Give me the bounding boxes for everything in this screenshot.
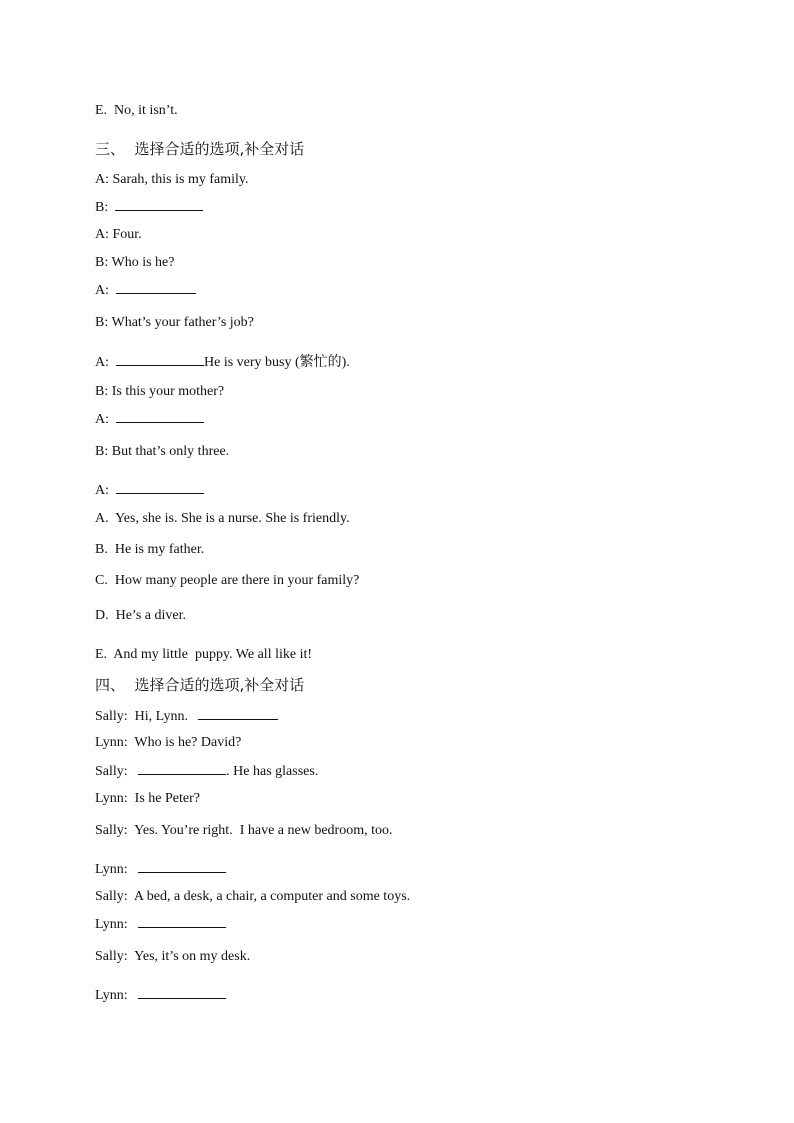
dialog-line: Lynn: Is he Peter? — [95, 791, 200, 806]
answer-blank[interactable] — [116, 410, 204, 423]
section-heading-4: 四、 选择合适的选项,补全对话 — [95, 676, 305, 694]
option-a: A. Yes, she is. She is a nurse. She is friendly. — [95, 511, 350, 526]
section-heading-3: 三、 选择合适的选项,补全对话 — [95, 140, 305, 158]
answer-blank[interactable] — [138, 762, 226, 775]
dialog-line-blank: Lynn: — [95, 986, 226, 1005]
answer-blank[interactable] — [138, 915, 226, 928]
dialog-line: B: But that’s only three. — [95, 444, 230, 459]
answer-blank[interactable] — [116, 281, 196, 294]
dialog-line: Sally: A bed, a desk, a chair, a computer and some toys. — [95, 889, 411, 904]
dialog-line-blank: Sally: . He has glasses. — [95, 764, 319, 779]
dialog-line-blank: Lynn: — [95, 915, 226, 934]
answer-blank[interactable] — [198, 707, 278, 720]
dialog-line-blank: A: He is very busy (繁忙的). — [95, 355, 350, 370]
dialog-line: B: Is this your mother? — [95, 384, 225, 399]
dialog-line: B: Who is he? — [95, 255, 175, 270]
answer-blank[interactable] — [138, 860, 226, 873]
dialog-line: Sally: Yes, it’s on my desk. — [95, 949, 251, 964]
dialog-line: Lynn: Who is he? David? — [95, 735, 242, 750]
dialog-line: B: What’s your father’s job? — [95, 315, 254, 330]
option-e-2: E. And my little puppy. We all like it! — [95, 647, 313, 662]
dialog-line-blank: Sally: Hi, Lynn. — [95, 707, 278, 726]
dialog-line-blank: B: — [95, 198, 203, 217]
dialog-line: A: Sarah, this is my family. — [95, 172, 249, 187]
answer-blank[interactable] — [138, 986, 226, 999]
answer-blank[interactable] — [116, 481, 204, 494]
dialog-line-blank: A: — [95, 410, 204, 429]
option-b: B. He is my father. — [95, 542, 205, 557]
dialog-line-blank: A: — [95, 481, 204, 500]
answer-blank[interactable] — [115, 198, 203, 211]
dialog-line: Sally: Yes. You’re right. I have a new bedroom, too. — [95, 823, 393, 838]
dialog-line: A: Four. — [95, 227, 142, 242]
option-c: C. How many people are there in your family? — [95, 573, 360, 588]
option-d: D. He’s a diver. — [95, 608, 186, 623]
option-e-1: E. No, it isn’t. — [95, 103, 178, 118]
answer-blank[interactable] — [116, 353, 204, 366]
dialog-line-blank: A: — [95, 281, 196, 300]
dialog-line-blank: Lynn: — [95, 860, 226, 879]
